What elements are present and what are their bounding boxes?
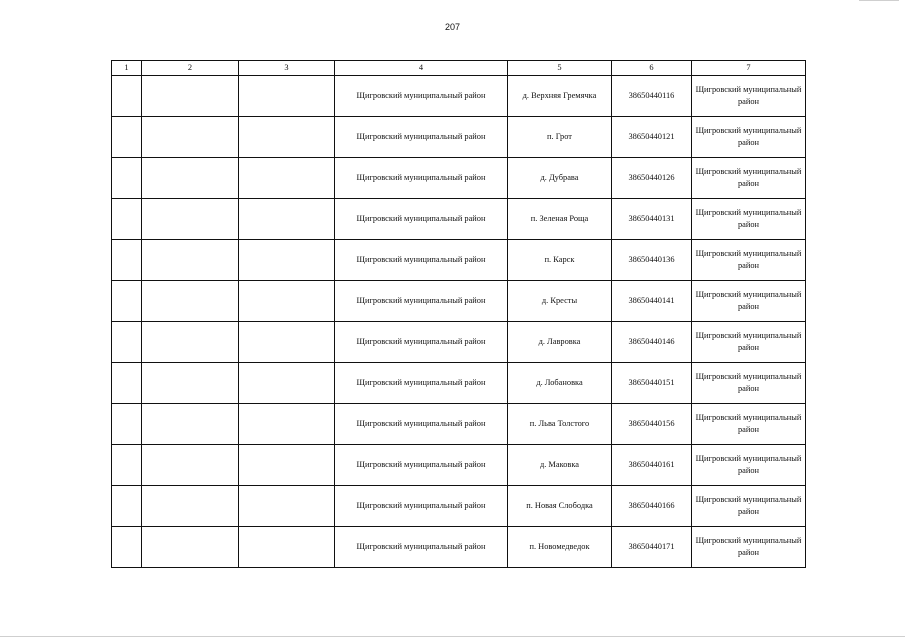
column-header: 7 bbox=[692, 61, 806, 76]
cell-oktmo-code: 38650440166 bbox=[612, 486, 692, 527]
cell-district-full: Щигровский муниципальный район bbox=[692, 363, 806, 404]
table-row bbox=[112, 117, 806, 158]
cell-oktmo-code: 38650440126 bbox=[612, 158, 692, 199]
cell-col3 bbox=[239, 404, 335, 445]
cell-col3 bbox=[239, 199, 335, 240]
cell-number bbox=[112, 404, 142, 445]
table-row bbox=[112, 404, 806, 445]
cell-district: Щигровский муниципальный район bbox=[335, 76, 508, 117]
table-body bbox=[112, 76, 806, 568]
cell-district-full: Щигровский муниципальный район bbox=[692, 527, 806, 568]
cell-settlement: п. Новая Слободка bbox=[508, 486, 612, 527]
cell-district: Щигровский муниципальный район bbox=[335, 445, 508, 486]
table-row bbox=[112, 199, 806, 240]
cell-settlement: д. Верхняя Гремячка bbox=[508, 76, 612, 117]
cell-col3 bbox=[239, 363, 335, 404]
cell-district: Щигровский муниципальный район bbox=[335, 404, 508, 445]
cell-district-full: Щигровский муниципальный район bbox=[692, 117, 806, 158]
cell-number bbox=[112, 76, 142, 117]
cell-settlement: д. Лавровка bbox=[508, 322, 612, 363]
table-row bbox=[112, 158, 806, 199]
table-row bbox=[112, 486, 806, 527]
cell-oktmo-code: 38650440151 bbox=[612, 363, 692, 404]
cell-col3 bbox=[239, 76, 335, 117]
cell-settlement: д. Дубрава bbox=[508, 158, 612, 199]
cell-col3 bbox=[239, 486, 335, 527]
column-header: 1 bbox=[112, 61, 142, 76]
cell-col2 bbox=[142, 199, 239, 240]
cell-col2 bbox=[142, 281, 239, 322]
cell-col2 bbox=[142, 76, 239, 117]
cell-col3 bbox=[239, 527, 335, 568]
column-header: 2 bbox=[142, 61, 239, 76]
cell-col3 bbox=[239, 240, 335, 281]
cell-oktmo-code: 38650440146 bbox=[612, 322, 692, 363]
cell-settlement: п. Карск bbox=[508, 240, 612, 281]
cell-district: Щигровский муниципальный район bbox=[335, 199, 508, 240]
cell-col2 bbox=[142, 117, 239, 158]
page-number: 207 bbox=[444, 22, 461, 32]
cell-number bbox=[112, 445, 142, 486]
cell-district-full: Щигровский муниципальный район bbox=[692, 404, 806, 445]
cell-col3 bbox=[239, 158, 335, 199]
column-header: 5 bbox=[508, 61, 612, 76]
table-row bbox=[112, 527, 806, 568]
cell-number bbox=[112, 363, 142, 404]
cell-district: Щигровский муниципальный район bbox=[335, 240, 508, 281]
cell-district: Щигровский муниципальный район bbox=[335, 281, 508, 322]
cell-settlement: п. Новомедведок bbox=[508, 527, 612, 568]
cell-col2 bbox=[142, 404, 239, 445]
cell-district: Щигровский муниципальный район bbox=[335, 158, 508, 199]
column-header: 6 bbox=[612, 61, 692, 76]
cell-district-full: Щигровский муниципальный район bbox=[692, 76, 806, 117]
cell-oktmo-code: 38650440121 bbox=[612, 117, 692, 158]
cell-col2 bbox=[142, 445, 239, 486]
cell-col3 bbox=[239, 322, 335, 363]
cell-number bbox=[112, 281, 142, 322]
cell-district-full: Щигровский муниципальный район bbox=[692, 445, 806, 486]
cell-district-full: Щигровский муниципальный район bbox=[692, 158, 806, 199]
header-row bbox=[112, 61, 806, 76]
cell-settlement: п. Грот bbox=[508, 117, 612, 158]
cell-settlement: п. Зеленая Роща bbox=[508, 199, 612, 240]
scan-corner-mark bbox=[859, 0, 899, 1]
cell-col2 bbox=[142, 527, 239, 568]
table-row bbox=[112, 363, 806, 404]
cell-district: Щигровский муниципальный район bbox=[335, 117, 508, 158]
cell-oktmo-code: 38650440141 bbox=[612, 281, 692, 322]
cell-oktmo-code: 38650440131 bbox=[612, 199, 692, 240]
cell-settlement: д. Лобановка bbox=[508, 363, 612, 404]
cell-oktmo-code: 38650440136 bbox=[612, 240, 692, 281]
cell-col3 bbox=[239, 445, 335, 486]
cell-oktmo-code: 38650440156 bbox=[612, 404, 692, 445]
cell-oktmo-code: 38650440171 bbox=[612, 527, 692, 568]
cell-oktmo-code: 38650440116 bbox=[612, 76, 692, 117]
cell-district: Щигровский муниципальный район bbox=[335, 486, 508, 527]
page-bottom-edge bbox=[0, 636, 905, 637]
cell-settlement: д. Кресты bbox=[508, 281, 612, 322]
cell-col3 bbox=[239, 281, 335, 322]
cell-number bbox=[112, 486, 142, 527]
table-row bbox=[112, 240, 806, 281]
cell-district: Щигровский муниципальный район bbox=[335, 363, 508, 404]
cell-district: Щигровский муниципальный район bbox=[335, 322, 508, 363]
cell-district-full: Щигровский муниципальный район bbox=[692, 322, 806, 363]
cell-number bbox=[112, 117, 142, 158]
table-row bbox=[112, 76, 806, 117]
data-table bbox=[111, 60, 806, 568]
cell-settlement: д. Маковка bbox=[508, 445, 612, 486]
cell-district: Щигровский муниципальный район bbox=[335, 527, 508, 568]
cell-oktmo-code: 38650440161 bbox=[612, 445, 692, 486]
table-row bbox=[112, 281, 806, 322]
cell-district-full: Щигровский муниципальный район bbox=[692, 486, 806, 527]
cell-col2 bbox=[142, 240, 239, 281]
cell-district-full: Щигровский муниципальный район bbox=[692, 199, 806, 240]
cell-col2 bbox=[142, 363, 239, 404]
table-row bbox=[112, 445, 806, 486]
cell-col3 bbox=[239, 117, 335, 158]
cell-settlement: п. Льва Толстого bbox=[508, 404, 612, 445]
cell-district-full: Щигровский муниципальный район bbox=[692, 240, 806, 281]
cell-number bbox=[112, 158, 142, 199]
cell-number bbox=[112, 240, 142, 281]
column-header: 4 bbox=[335, 61, 508, 76]
cell-number bbox=[112, 527, 142, 568]
cell-number bbox=[112, 322, 142, 363]
table-header bbox=[112, 61, 806, 76]
cell-col2 bbox=[142, 158, 239, 199]
cell-col2 bbox=[142, 486, 239, 527]
column-header: 3 bbox=[239, 61, 335, 76]
cell-number bbox=[112, 199, 142, 240]
cell-district-full: Щигровский муниципальный район bbox=[692, 281, 806, 322]
cell-col2 bbox=[142, 322, 239, 363]
table-row bbox=[112, 322, 806, 363]
